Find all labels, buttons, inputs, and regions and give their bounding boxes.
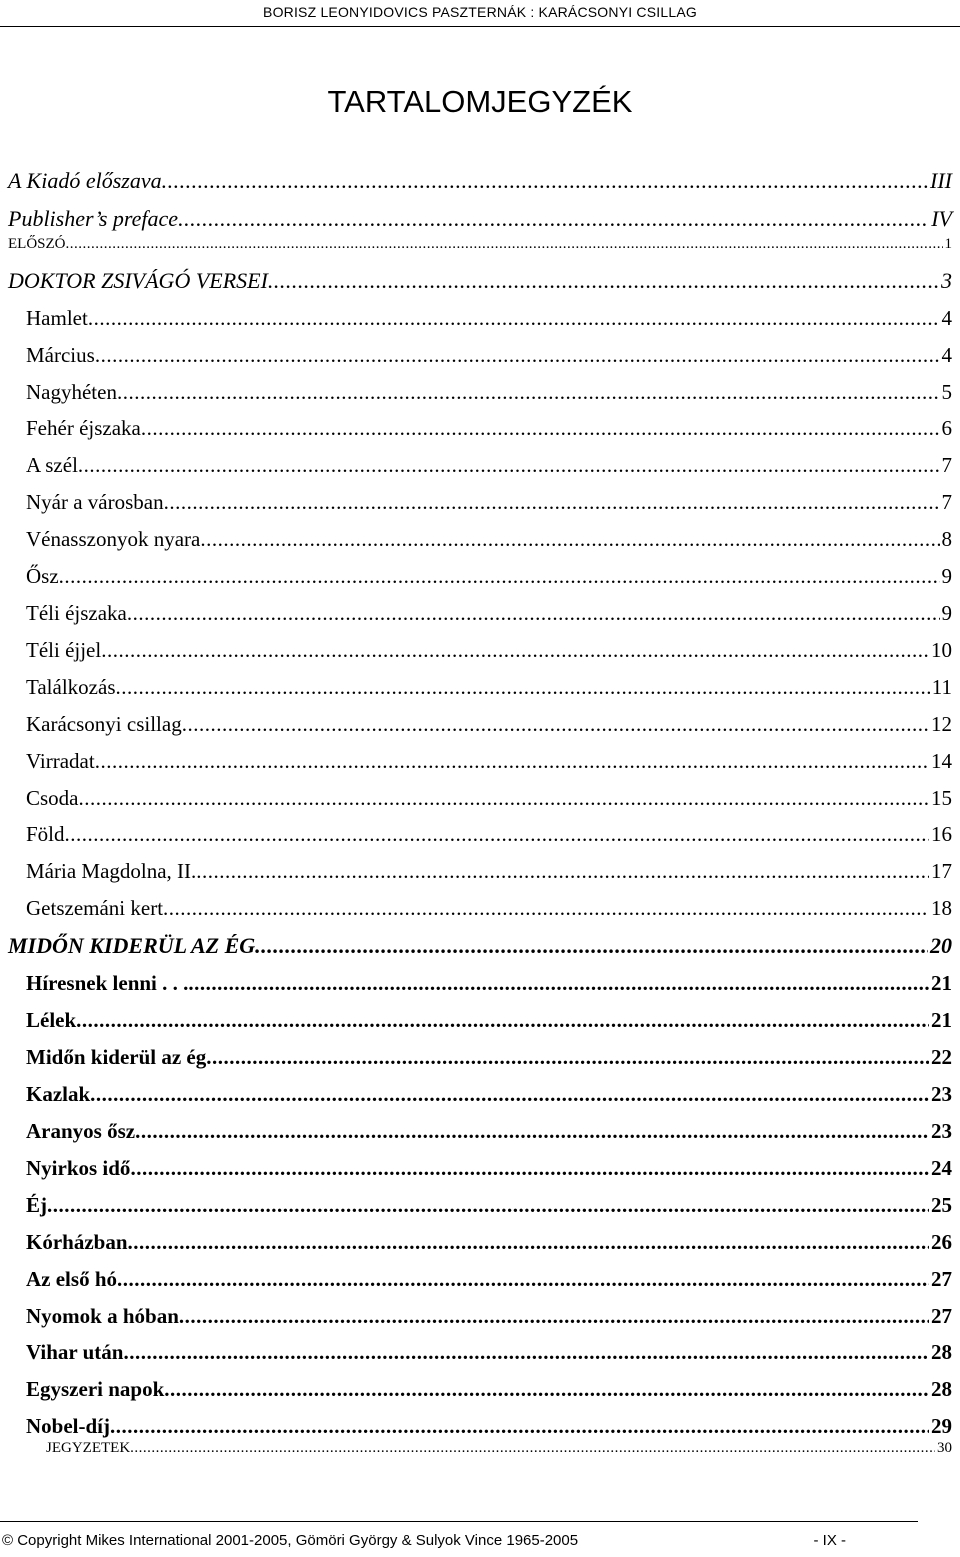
toc-leader-dots	[141, 416, 940, 441]
toc-leader-dots	[123, 1340, 929, 1365]
toc-entry[interactable]	[26, 343, 952, 368]
toc-leader-dots	[66, 236, 943, 253]
toc-entry-label: Március	[26, 343, 95, 367]
toc-entry-page: 29	[931, 1414, 952, 1438]
toc-entry-page: 6	[941, 416, 952, 440]
toc-entry-label: Az első hó	[26, 1267, 117, 1291]
toc-entry-page: 23	[931, 1119, 952, 1143]
toc-leader-dots	[116, 675, 930, 700]
toc-entry-label: Kórházban	[26, 1230, 128, 1254]
toc-entry[interactable]	[26, 1082, 952, 1107]
toc-entry[interactable]	[26, 1008, 952, 1033]
toc-entry[interactable]	[26, 675, 952, 700]
toc-entry-label: JEGYZETEK	[46, 1440, 131, 1456]
toc-entry-label: Aranyos ősz	[26, 1119, 136, 1143]
toc-entry-page: 27	[931, 1267, 952, 1291]
toc-entry-page: 22	[931, 1045, 952, 1069]
toc-entry-page: 28	[931, 1340, 952, 1364]
toc-leader-dots	[117, 380, 940, 405]
toc-leader-dots	[128, 1230, 929, 1255]
toc-entry-label: Mária Magdolna, II.	[26, 859, 197, 883]
toc-entry-page: 26	[931, 1230, 952, 1254]
toc-entry-page: 16	[931, 822, 952, 846]
toc-entry[interactable]	[26, 859, 952, 884]
toc-entry-label: Karácsonyi csillag	[26, 712, 182, 736]
page-number: - IX -	[813, 1532, 846, 1549]
toc-leader-dots	[95, 343, 940, 368]
toc-entry-label: DOKTOR ZSIVÁGÓ VERSEI	[8, 268, 268, 293]
toc-entry-label: Nobel-díj	[26, 1414, 110, 1438]
toc-entry-label: Híresnek lenni . . .	[26, 971, 189, 995]
toc-entry-page: 23	[931, 1082, 952, 1106]
toc-entry-page: 9	[941, 601, 952, 625]
toc-entry-page: 18	[931, 896, 952, 920]
toc-entry[interactable]	[8, 206, 952, 232]
toc-entry[interactable]	[26, 786, 952, 811]
toc-entry[interactable]	[26, 380, 952, 405]
toc-entry[interactable]	[26, 1156, 952, 1181]
toc-entry-label: Vénasszonyok nyara	[26, 527, 201, 551]
toc-entry-label: Publisher’s preface	[8, 206, 179, 231]
toc-entry[interactable]	[8, 168, 952, 194]
running-header: BORISZ LEONYIDOVICS PASZTERNÁK : KARÁCSONYI CSILLAG	[263, 4, 697, 20]
toc-leader-dots	[130, 1440, 935, 1457]
toc-leader-dots	[65, 822, 929, 847]
toc-entry-page: 25	[931, 1193, 952, 1217]
toc-entry-page: 21	[931, 971, 952, 995]
toc-entry-page: 30	[937, 1440, 952, 1456]
toc-entry-page: 7	[941, 490, 952, 514]
toc-entry-label: Fehér éjszaka	[26, 416, 141, 440]
toc-entry[interactable]	[26, 1414, 952, 1439]
toc-entry[interactable]	[26, 1045, 952, 1070]
toc-entry[interactable]	[26, 749, 952, 774]
toc-leader-dots	[255, 933, 928, 959]
toc-entry[interactable]	[8, 236, 952, 253]
toc-entry-label: Kazlak	[26, 1082, 91, 1106]
toc-entry-label: Midőn kiderül az ég	[26, 1045, 207, 1069]
toc-entry-label: Éj	[26, 1193, 47, 1217]
toc-leader-dots	[162, 168, 928, 194]
toc-leader-dots	[179, 1304, 929, 1329]
toc-entry-label: Nyomok a hóban	[26, 1304, 179, 1328]
toc-entry[interactable]	[26, 601, 952, 626]
toc-entry-label: Virradat	[26, 749, 95, 773]
toc-entry[interactable]	[26, 1304, 952, 1329]
toc-entry[interactable]	[26, 822, 952, 847]
toc-leader-dots	[196, 859, 929, 884]
toc-entry-page: 21	[931, 1008, 952, 1032]
toc-leader-dots	[76, 1008, 929, 1033]
toc-leader-dots	[78, 453, 940, 478]
toc-entry[interactable]	[26, 638, 952, 663]
toc-entry-page: 15	[931, 786, 952, 810]
toc-entry-page: 27	[931, 1304, 952, 1328]
toc-leader-dots	[127, 601, 940, 626]
toc-leader-dots	[95, 749, 929, 774]
toc-entry-label: Téli éjszaka	[26, 601, 127, 625]
toc-entry[interactable]	[26, 896, 952, 921]
toc-leader-dots	[206, 1045, 929, 1070]
toc-entry-page: 9	[941, 564, 952, 588]
toc-entry-page: IV	[931, 206, 952, 231]
toc-leader-dots	[135, 1119, 929, 1144]
toc-entry[interactable]	[8, 268, 952, 294]
toc-leader-dots	[110, 1414, 929, 1439]
copyright-notice: © Copyright Mikes International 2001-2005, Gömöri György & Sulyok Vince 1965-2005	[2, 1532, 579, 1549]
toc-leader-dots	[130, 1156, 929, 1181]
toc-entry-label: MIDŐN KIDERÜL AZ ÉG	[8, 933, 256, 958]
toc-entry-label: Nyirkos idő	[26, 1156, 131, 1180]
toc-entry[interactable]	[26, 453, 952, 478]
toc-entry[interactable]	[26, 527, 952, 552]
page-title: TARTALOMJEGYZÉK	[327, 84, 633, 119]
toc-entry-page: 5	[941, 380, 952, 404]
toc-entry-label: Föld	[26, 822, 65, 846]
toc-leader-dots	[117, 1267, 929, 1292]
toc-entry-page: 7	[941, 453, 952, 477]
toc-entry-page: 20	[930, 933, 952, 958]
toc-entry-page: III	[930, 168, 952, 193]
toc-entry[interactable]	[26, 1119, 952, 1144]
toc-leader-dots	[90, 1082, 929, 1107]
toc-entry-page: 3	[941, 268, 952, 293]
toc-entry[interactable]	[26, 564, 952, 589]
toc-entry-page: 10	[931, 638, 952, 662]
toc-entry-page: 4	[941, 306, 952, 330]
toc-entry-label: Ősz	[26, 564, 59, 588]
toc-leader-dots	[163, 896, 929, 921]
toc-entry-label: Lélek	[26, 1008, 77, 1032]
toc-entry-label: Vihar után	[26, 1340, 124, 1364]
toc-entry-label: Getszemáni kert	[26, 896, 164, 920]
toc-leader-dots	[47, 1193, 929, 1218]
toc-entry-label: Egyszeri napok	[26, 1377, 165, 1401]
footer-divider	[0, 1521, 918, 1522]
toc-entry-label: Téli éjjel	[26, 638, 102, 662]
toc-entry[interactable]	[26, 1193, 952, 1218]
toc-leader-dots	[268, 268, 939, 294]
toc-entry-page: 11	[931, 675, 952, 699]
toc-entry-label: Nyár a városban	[26, 490, 164, 514]
toc-entry-page: 12	[931, 712, 952, 736]
toc-leader-dots	[79, 786, 930, 811]
toc-leader-dots	[200, 527, 939, 552]
toc-entry[interactable]	[26, 712, 952, 737]
toc-leader-dots	[88, 306, 940, 331]
toc-entry-label: A szél	[26, 453, 78, 477]
toc-entry-label: Nagyhéten	[26, 380, 117, 404]
toc-leader-dots	[182, 712, 929, 737]
toc-entry[interactable]	[46, 1440, 952, 1457]
toc-entry-label: Hamlet	[26, 306, 88, 330]
toc-entry-page: 4	[941, 343, 952, 367]
toc-entry[interactable]	[26, 1377, 952, 1402]
toc-entry-page: 14	[931, 749, 952, 773]
toc-entry[interactable]	[26, 1267, 952, 1292]
toc-entry-label: ELŐSZÓ	[8, 236, 66, 252]
toc-entry-page: 17	[931, 859, 952, 883]
toc-entry[interactable]	[26, 971, 952, 996]
toc-leader-dots	[101, 638, 929, 663]
toc-leader-dots	[164, 1377, 929, 1402]
toc-entry-label: A Kiadó előszava	[8, 168, 162, 193]
toc-entry[interactable]	[26, 1230, 952, 1255]
toc-entry-label: Csoda	[26, 786, 79, 810]
toc-entry-label: Találkozás	[26, 675, 116, 699]
toc-leader-dots	[59, 564, 940, 589]
toc-leader-dots	[178, 206, 929, 232]
toc-leader-dots	[164, 490, 940, 515]
toc-leader-dots	[188, 971, 929, 996]
toc-entry[interactable]	[26, 416, 952, 441]
toc-entry-page: 24	[931, 1156, 952, 1180]
toc-entry-page: 8	[941, 527, 952, 551]
toc-entry[interactable]	[26, 490, 952, 515]
toc-entry-page: 1	[944, 236, 952, 252]
toc-entry[interactable]	[26, 306, 952, 331]
toc-entry[interactable]	[8, 933, 952, 959]
toc-entry[interactable]	[26, 1340, 952, 1365]
toc-entry-page: 28	[931, 1377, 952, 1401]
